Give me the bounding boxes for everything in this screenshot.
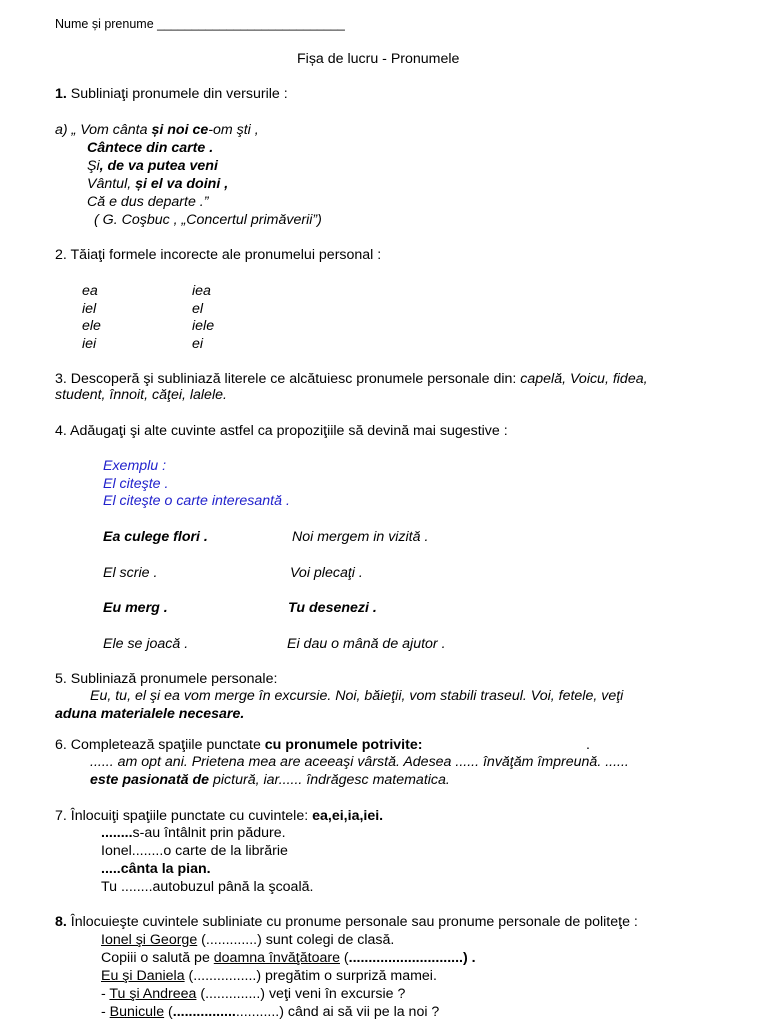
ex4-example-1: El citeşte . [103, 476, 169, 492]
ex4-sentence[interactable]: El scrie . [103, 565, 158, 581]
ex8-heading: 8. Înlocuieşte cuvintele subliniate cu pronume personale sau pronume personale de politeţe : [55, 914, 638, 930]
ex3-heading: 3. Descoperă şi subliniază literele ce alcătuiesc pronumele personale din: capelă, Voicu, fidea, [55, 371, 648, 387]
ex2-word[interactable]: iel [82, 301, 97, 317]
ex4-sentence[interactable]: Voi plecaţi . [290, 565, 363, 581]
ex4-example-label: Exemplu : [103, 458, 167, 474]
ex4-sentence[interactable]: Noi mergem in vizită . [292, 529, 429, 545]
ex4-sentence[interactable]: Ei dau o mână de ajutor . [287, 636, 446, 652]
ex6-line-1[interactable]: ...... am opt ani. Prietena mea are aceeaşi vârstă. Adesea ...... învăţăm împreună. ...... [90, 754, 629, 770]
ex7-line[interactable]: ........s-au întâlnit prin pădure. [101, 825, 286, 841]
ex8-line[interactable]: Ionel şi George (.............) sunt colegi de clasă. [101, 932, 395, 948]
ex4-sentence[interactable]: Tu desenezi . [288, 600, 377, 616]
ex5-heading: 5. Subliniază pronumele personale: [55, 671, 278, 687]
ex1-heading: 1. Subliniaţi pronumele din versurile : [55, 86, 288, 102]
name-label: Nume și prenume [55, 17, 154, 31]
ex1-citation: ( G. Coşbuc , „Concertul primăverii”) [94, 212, 322, 228]
ex1-verse-4: Vântul, și el va doini , [87, 176, 229, 192]
name-blank[interactable]: ___________________________ [157, 17, 345, 31]
ex3-words: student, înnoit, căţei, lalele. [55, 387, 227, 403]
ex7-line[interactable]: .....cânta la pian. [101, 861, 211, 877]
ex7-line[interactable]: Ionel........o carte de la librărie [101, 843, 288, 859]
ex1-verse-2: Cântece din carte . [87, 140, 214, 156]
ex8-line[interactable]: Eu şi Daniela (................) pregătim o surpriză mamei. [101, 968, 437, 984]
ex6-dot: . [586, 737, 590, 753]
ex1-verse-3: Şi, de va putea veni [87, 158, 218, 174]
ex1-verse-1: a) „ Vom cânta și noi ce-om şti , [55, 122, 259, 138]
ex2-word[interactable]: iele [192, 318, 215, 334]
ex4-example-2: El citeşte o carte interesantă . [103, 493, 290, 509]
ex2-word[interactable]: ele [82, 318, 101, 334]
ex7-heading: 7. Înlocuiţi spaţiile punctate cu cuvintele: ea,ei,ia,iei. [55, 808, 384, 824]
ex6-line-2[interactable]: este pasionată de pictură, iar...... îndrăgesc matematica. [90, 772, 450, 788]
name-line [55, 16, 345, 33]
ex2-word[interactable]: ei [192, 336, 204, 352]
ex8-line[interactable]: - Tu şi Andreea (..............) veţi veni în excursie ? [101, 986, 406, 1002]
ex2-word[interactable]: iei [82, 336, 97, 352]
ex4-sentence[interactable]: Ea culege flori . [103, 529, 208, 545]
ex1-verse-5: Că e dus departe .” [87, 194, 209, 210]
ex2-word[interactable]: el [192, 301, 204, 317]
ex4-heading: 4. Adăugaţi şi alte cuvinte astfel ca propoziţiile să devină mai sugestive : [55, 423, 508, 439]
ex5-line-1: Eu, tu, el şi ea vom merge în excursie. Noi, băieţii, vom stabili traseul. Voi, fetele, veţi [90, 688, 624, 704]
ex8-line[interactable]: - Bunicule (...........................) când ai să vii pe la noi ? [101, 1004, 440, 1020]
ex2-heading: 2. Tăiaţi formele incorecte ale pronumelui personal : [55, 247, 382, 263]
ex8-line[interactable]: Copiii o salută pe doamna învăţătoare (.............................) . [101, 950, 476, 966]
ex2-word[interactable]: ea [82, 283, 98, 299]
ex4-sentence[interactable]: Eu merg . [103, 600, 168, 616]
ex7-line[interactable]: Tu ........autobuzul până la şcoală. [101, 879, 314, 895]
ex4-sentence[interactable]: Ele se joacă . [103, 636, 189, 652]
page-title: Fișa de lucru - Pronumele [297, 51, 460, 67]
ex6-heading: 6. Completează spaţiile punctate cu pronumele potrivite: [55, 737, 423, 753]
ex2-word[interactable]: iea [192, 283, 211, 299]
ex5-line-2: aduna materialele necesare. [55, 706, 245, 722]
